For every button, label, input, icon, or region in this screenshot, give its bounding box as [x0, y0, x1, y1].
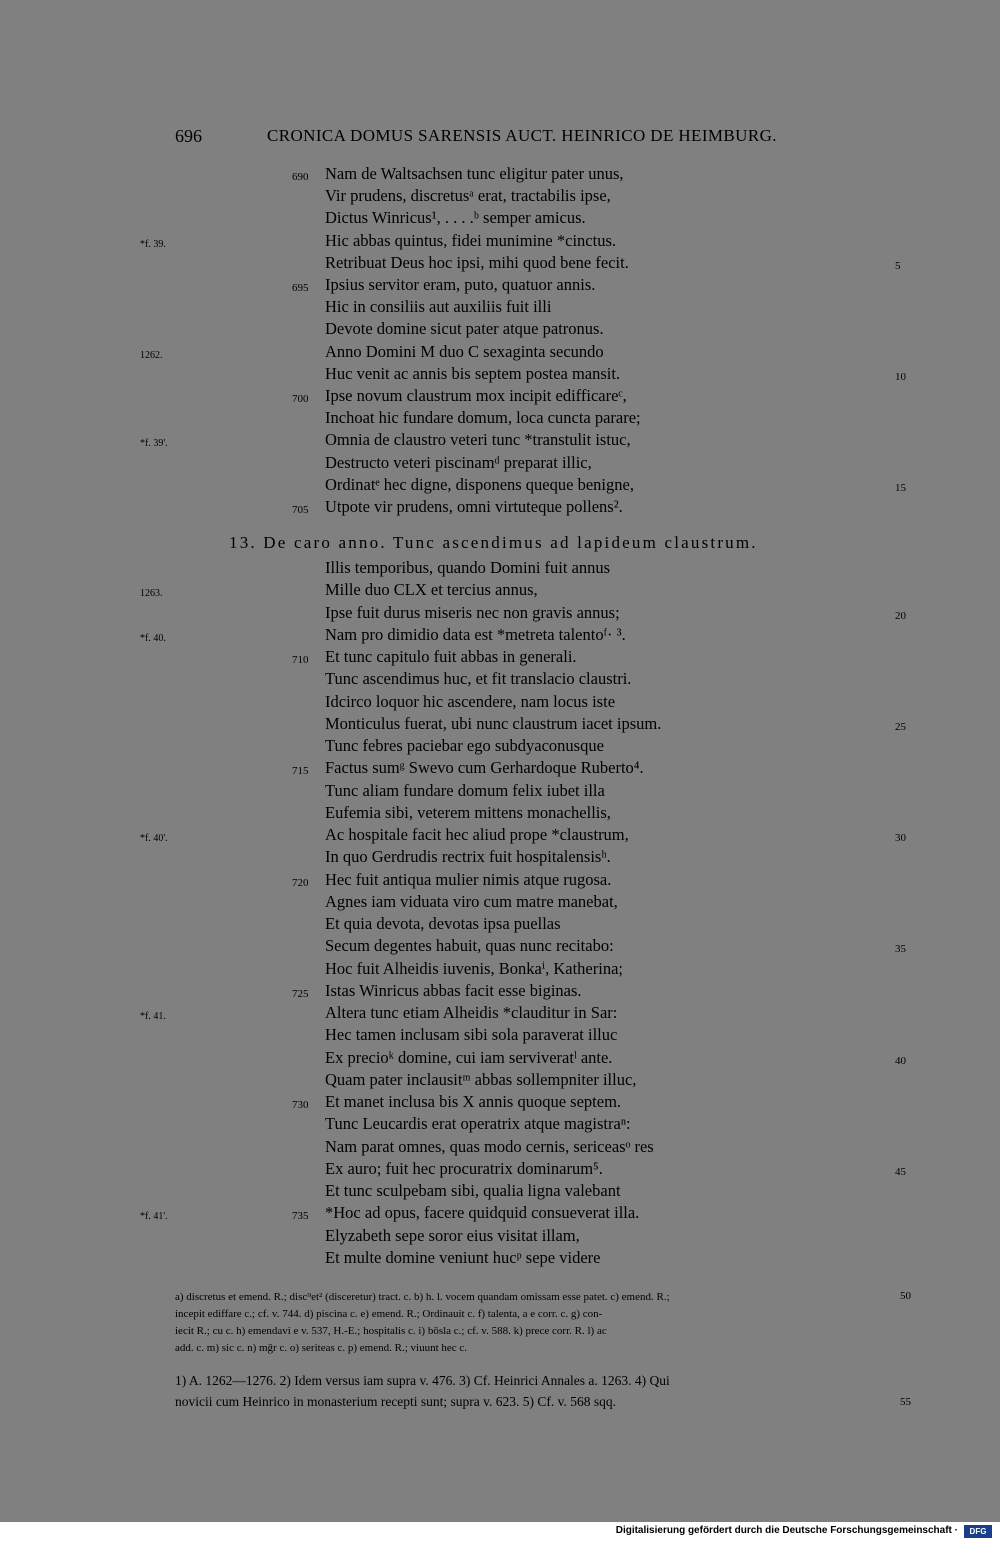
- verse-text: Vir prudens, discretusᵃ erat, tractabilis ipse,: [325, 186, 611, 206]
- verse-line: [0, 429, 1000, 451]
- running-title: CRONICA DOMUS SARENSIS AUCT. HEINRICO DE HEIMBURG.: [267, 126, 777, 145]
- right-line-number: 30: [895, 832, 906, 844]
- critical-note-line: incepit ediffare c.; cf. v. 744. d) piscina c. e) emend. R.; Ordinauit c. f) talenta, a e corr. c. g) con-: [175, 1308, 603, 1320]
- page-header: [0, 126, 1000, 150]
- verse-text: Ipse novum claustrum mox incipit edifficareᶜ,: [325, 386, 627, 405]
- verse-text: Tunc febres paciebar ego subdyaconusque: [325, 736, 604, 755]
- verse-number: 700: [292, 393, 309, 405]
- verse-line: [0, 1024, 1000, 1046]
- verse-text: Hic in consiliis aut auxiliis fuit illi: [325, 297, 552, 317]
- right-line-number: 20: [895, 609, 906, 622]
- verse-text: Quam pater inclausitᵐ abbas sollempniter illuc,: [325, 1069, 637, 1089]
- verse-text: *Hoc ad opus, facere quidquid consueverat illa.: [325, 1203, 640, 1223]
- critical-note-line: add. c. m) sic c. n) mḡr c. o) seriteas c. p) emend. R.; viuunt hec c.: [175, 1342, 468, 1354]
- verse-text: Anno Domini M duo C sexaginta secundo: [325, 341, 604, 361]
- verse-text: Nam parat omnes, quas modo cernis, sericeasᵒ res: [325, 1136, 654, 1156]
- verse-line: [0, 713, 1000, 735]
- verse-line: [0, 452, 1000, 474]
- verse-text: Et multe domine veniunt hucᵖ sepe videre: [325, 1247, 601, 1267]
- verse-text: Altera tunc etiam Alheidis *clauditur in Sar:: [325, 1003, 618, 1022]
- verse-line: [0, 1002, 1000, 1024]
- verse-line: [0, 274, 1000, 296]
- verse-text: Factus sumᵍ Swevo cum Gerhardoque Ruberto⁴.: [325, 758, 644, 778]
- folio-margin-note: *f. 40'.: [140, 833, 168, 844]
- right-line-number: 25: [895, 720, 906, 733]
- verse-text: Ipsius servitor eram, puto, quatuor annis.: [325, 275, 596, 294]
- verse-line: [0, 363, 1000, 385]
- verse-line: [0, 869, 1000, 891]
- explanatory-note-line: 1) A. 1262—1276. 2) Idem versus iam supra v. 476. 3) Cf. Heinrici Annales a. 1263. 4) Qui: [175, 1373, 670, 1388]
- verse-line: [0, 735, 1000, 757]
- verse-line: [0, 891, 1000, 913]
- verse-text: Tunc Leucardis erat operatrix atque magistraⁿ:: [325, 1114, 631, 1134]
- verse-text: Inchoat hic fundare domum, loca cuncta parare;: [325, 408, 641, 428]
- folio-margin-note: *f. 40.: [140, 632, 166, 644]
- verse-number: 695: [292, 282, 309, 294]
- verse-line: [0, 980, 1000, 1002]
- verse-line: [0, 757, 1000, 779]
- verse-number: 705: [292, 504, 309, 516]
- verse-line: [0, 646, 1000, 668]
- section-heading: 13. De caro anno. Tunc ascendimus ad lapideum claustrum.: [229, 533, 758, 552]
- verse-text: In quo Gerdrudis rectrix fuit hospitalensisʰ.: [325, 847, 611, 867]
- verse-text: Et quia devota, devotas ipsa puellas: [325, 914, 561, 933]
- verse-line: [0, 163, 1000, 185]
- verse-text: Monticulus fuerat, ubi nunc claustrum iacet ipsum.: [325, 713, 662, 733]
- verse-text: Et tunc capitulo fuit abbas in generali.: [325, 647, 577, 666]
- verse-line: [0, 252, 1000, 274]
- verse-text: Hec tamen inclusam sibi sola paraverat illuc: [325, 1025, 618, 1045]
- verse-line: [0, 1047, 1000, 1069]
- right-line-number: 10: [895, 370, 906, 383]
- verse-line: [0, 185, 1000, 207]
- verse-text: Ac hospitale facit hec aliud prope *claustrum,: [325, 825, 629, 844]
- verse-line: [0, 624, 1000, 646]
- verse-line: [0, 1158, 1000, 1180]
- verse-line: [0, 318, 1000, 340]
- right-line-number: 35: [895, 943, 906, 956]
- verse-text: Hec fuit antiqua mulier nimis atque rugosa.: [325, 869, 612, 889]
- verse-text: Tunc aliam fundare domum felix iubet illa: [325, 780, 605, 800]
- verse-line: [0, 602, 1000, 624]
- verse-text: Utpote vir prudens, omni virtuteque pollens².: [325, 497, 623, 516]
- folio-margin-note: *f. 39.: [140, 238, 166, 250]
- verse-line: [0, 802, 1000, 824]
- right-line-number: 15: [895, 481, 906, 494]
- verse-text: Mille duo CLX et tercius annus,: [325, 580, 538, 600]
- verse-text: Illis temporibus, quando Domini fuit annus: [325, 558, 611, 577]
- verse-text: Et manet inclusa bis X annis quoque septem.: [325, 1092, 622, 1111]
- verse-text: Nam de Waltsachsen tunc eligitur pater unus,: [325, 164, 624, 183]
- verse-number: 720: [292, 876, 309, 889]
- right-line-number: 5: [895, 259, 901, 272]
- verse-text: Hic abbas quintus, fidei munimine *cinctus.: [325, 230, 616, 250]
- right-line-number: 55: [900, 1396, 911, 1408]
- verse-text: Secum degentes habuit, quas nunc recitabo:: [325, 936, 614, 956]
- verse-number: 690: [292, 171, 309, 183]
- verse-number: 715: [292, 765, 309, 778]
- verse-line: [0, 385, 1000, 407]
- critical-note-line: iecit R.; cu c. h) emendavi e v. 537, H.-E.; hospitalis c. i) bōsla c.; cf. v. 588. k) prece corr. R. l) ac: [175, 1325, 607, 1337]
- verse-text: Et tunc sculpebam sibi, qualia ligna valebant: [325, 1181, 621, 1200]
- verse-line: [0, 935, 1000, 957]
- verse-line: [0, 207, 1000, 229]
- verse-text: Ipse fuit durus miseris nec non gravis annus;: [325, 602, 620, 622]
- verse-text: Devote domine sicut pater atque patronus.: [325, 319, 604, 339]
- verse-line: [0, 1091, 1000, 1113]
- verse-text: Nam pro dimidio data est *metreta talentoᶠ· ³.: [325, 624, 626, 644]
- verse-text: Omnia de claustro veteri tunc *transtulit istuc,: [325, 430, 631, 450]
- right-line-number: 45: [895, 1165, 906, 1178]
- verse-line: [0, 407, 1000, 429]
- folio-margin-note: *f. 39'.: [140, 438, 168, 450]
- verse-line: [0, 780, 1000, 802]
- funding-notice: Digitalisierung gefördert durch die Deutsche Forschungsgemeinschaft ·: [615, 1525, 958, 1536]
- verse-number: 710: [292, 654, 309, 666]
- explanatory-note-line: novicii cum Heinrico in monasterium recepti sunt; supra v. 623. 5) Cf. v. 568 sqq.: [175, 1394, 617, 1409]
- page-number: 696: [175, 126, 202, 146]
- verse-line: [0, 1247, 1000, 1269]
- verse-line: [0, 1113, 1000, 1135]
- explanatory-notes: [175, 1370, 895, 1412]
- verse-line: [0, 579, 1000, 601]
- verse-line: [0, 824, 1000, 846]
- right-line-number: 50: [900, 1290, 911, 1302]
- folio-margin-note: *f. 41.: [140, 1011, 166, 1022]
- verse-line: [0, 557, 1000, 579]
- dfg-logo[interactable]: DFG: [964, 1525, 992, 1538]
- footer-bar: [0, 1522, 1000, 1541]
- verse-line: [0, 913, 1000, 935]
- verse-text: Agnes iam viduata viro cum matre manebat,: [325, 891, 618, 911]
- verse-text: Tunc ascendimus huc, et fit translacio claustri.: [325, 669, 632, 689]
- verse-line: [0, 341, 1000, 363]
- verse-line: [0, 1136, 1000, 1158]
- verse-text: Huc venit ac annis bis septem postea mansit.: [325, 363, 621, 383]
- verse-line: [0, 1180, 1000, 1202]
- verse-text: Retribuat Deus hoc ipsi, mihi quod bene fecit.: [325, 252, 629, 272]
- verse-line: [0, 668, 1000, 690]
- verse-number: 730: [292, 1099, 309, 1111]
- verse-text: Elyzabeth sepe soror eius visitat illam,: [325, 1225, 580, 1245]
- right-line-number: 40: [895, 1054, 906, 1067]
- verse-line: [0, 474, 1000, 496]
- verse-number: 725: [292, 987, 309, 1000]
- verse-number: 735: [292, 1210, 309, 1223]
- verse-line: [0, 496, 1000, 518]
- verse-line: [0, 1225, 1000, 1247]
- folio-margin-note: 1263.: [140, 588, 163, 600]
- verse-line: [0, 1069, 1000, 1091]
- folio-margin-note: 1262.: [140, 349, 163, 361]
- verse-text: Ex precioᵏ domine, cui iam serviveratˡ ante.: [325, 1047, 613, 1067]
- verse-line: [0, 296, 1000, 318]
- verse-text: Ex auro; fuit hec procuratrix dominarum⁵.: [325, 1158, 603, 1178]
- verse-text: Eufemia sibi, veterem mittens monachellis,: [325, 802, 611, 822]
- critical-apparatus: [175, 1289, 900, 1357]
- verse-text: Idcirco loquor hic ascendere, nam locus iste: [325, 691, 616, 711]
- verse-text: Dictus Winricus¹, . . . .ᵇ semper amicus.: [325, 208, 586, 228]
- verse-line: [0, 846, 1000, 868]
- verse-line: [0, 691, 1000, 713]
- folio-margin-note: *f. 41'.: [140, 1211, 168, 1223]
- verse-line: [0, 958, 1000, 980]
- verse-text: Ordinatᵉ hec digne, disponens queque benigne,: [325, 474, 634, 494]
- verse-text: Istas Winricus abbas facit esse biginas.: [325, 980, 582, 1000]
- verse-line: [0, 1202, 1000, 1224]
- verse-text: Hoc fuit Alheidis iuvenis, Bonkaⁱ, Katherina;: [325, 958, 623, 978]
- verse-line: [0, 230, 1000, 252]
- verse-text: Destructo veteri piscinamᵈ preparat illic,: [325, 452, 592, 472]
- critical-note-line: a) discretus et emend. R.; disc⁹et² (disceretur) tract. c. b) h. l. vocem quandam omissam esse patet. c) emend. R.;: [175, 1291, 670, 1303]
